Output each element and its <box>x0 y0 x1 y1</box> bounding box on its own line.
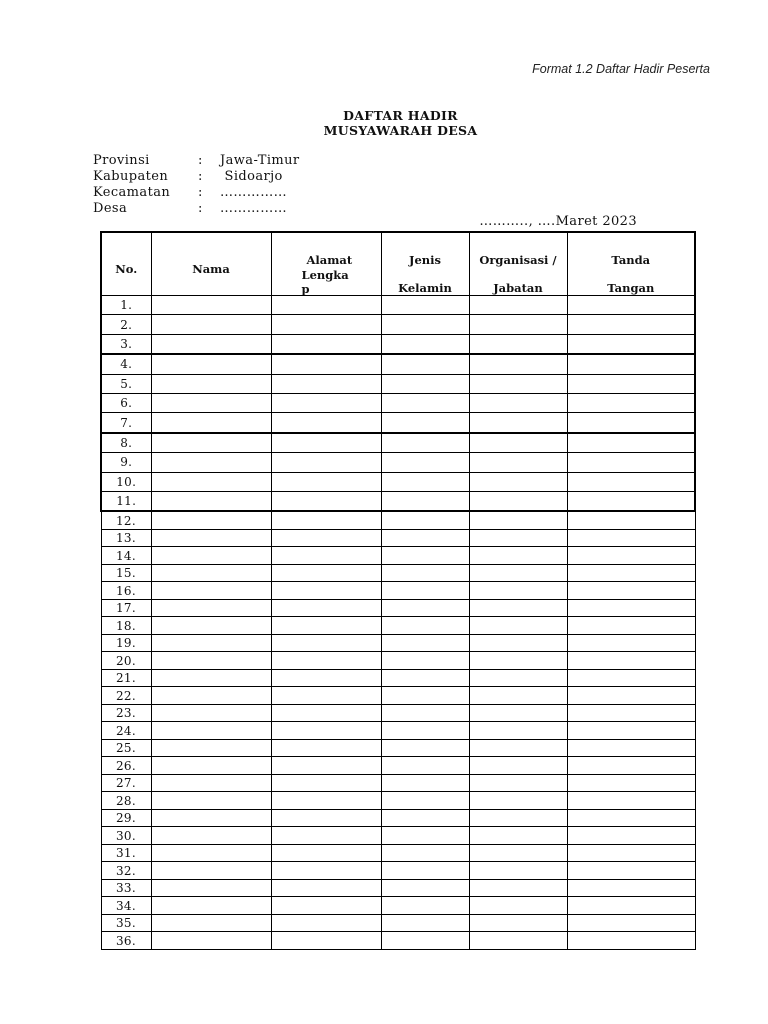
organisasi-jabatan-cell <box>469 472 567 491</box>
table-row <box>101 739 695 757</box>
alamat-cell <box>271 879 381 897</box>
info-colon: : <box>198 169 203 184</box>
organisasi-jabatan-cell <box>469 722 567 740</box>
jenis-kelamin-cell <box>381 564 469 582</box>
table-row <box>101 722 695 740</box>
alamat-cell <box>271 739 381 757</box>
document-title <box>0 108 768 138</box>
tanda-tangan-cell <box>567 547 695 565</box>
jenis-kelamin-cell <box>381 599 469 617</box>
alamat-cell <box>271 511 381 529</box>
organisasi-jabatan-cell <box>469 792 567 810</box>
table-row <box>101 897 695 915</box>
jenis-kelamin-cell <box>381 652 469 670</box>
header-organisasi-jabatan <box>469 232 567 296</box>
organisasi-jabatan-cell <box>469 296 567 315</box>
nama-cell <box>151 354 271 374</box>
header-tanda-tangan <box>567 232 695 296</box>
header-org-line-2: Jabatan <box>493 281 543 295</box>
nama-cell <box>151 433 271 453</box>
jenis-kelamin-cell <box>381 354 469 374</box>
jenis-kelamin-cell <box>381 774 469 792</box>
table-row <box>101 914 695 932</box>
row-number: 21. <box>101 669 151 687</box>
jenis-kelamin-cell <box>381 879 469 897</box>
nama-cell <box>151 862 271 880</box>
organisasi-jabatan-cell <box>469 393 567 412</box>
nama-cell <box>151 315 271 334</box>
organisasi-jabatan-cell <box>469 564 567 582</box>
alamat-cell <box>271 634 381 652</box>
organisasi-jabatan-cell <box>469 547 567 565</box>
organisasi-jabatan-cell <box>469 413 567 433</box>
alamat-cell <box>271 374 381 393</box>
info-row-kecamatan <box>93 185 300 201</box>
tanda-tangan-cell <box>567 617 695 635</box>
organisasi-jabatan-cell <box>469 529 567 547</box>
info-row-kabupaten <box>93 169 300 185</box>
organisasi-jabatan-cell <box>469 774 567 792</box>
table-row <box>101 453 695 472</box>
jenis-kelamin-cell <box>381 687 469 705</box>
jenis-kelamin-cell <box>381 491 469 511</box>
organisasi-jabatan-cell <box>469 334 567 354</box>
attendance-table <box>100 231 696 950</box>
jenis-kelamin-cell <box>381 472 469 491</box>
jenis-kelamin-cell <box>381 914 469 932</box>
tanda-tangan-cell <box>567 511 695 529</box>
alamat-cell <box>271 472 381 491</box>
organisasi-jabatan-cell <box>469 453 567 472</box>
table-row <box>101 354 695 374</box>
nama-cell <box>151 617 271 635</box>
table-row <box>101 809 695 827</box>
table-row <box>101 757 695 775</box>
jenis-kelamin-cell <box>381 862 469 880</box>
jenis-kelamin-cell <box>381 433 469 453</box>
nama-cell <box>151 393 271 412</box>
nama-cell <box>151 564 271 582</box>
organisasi-jabatan-cell <box>469 879 567 897</box>
header-no <box>101 232 151 296</box>
row-number: 36. <box>101 932 151 950</box>
organisasi-jabatan-cell <box>469 511 567 529</box>
organisasi-jabatan-cell <box>469 687 567 705</box>
alamat-cell <box>271 687 381 705</box>
row-number: 12. <box>101 511 151 529</box>
header-jenis-kelamin <box>381 232 469 296</box>
info-block <box>93 153 300 217</box>
table-row <box>101 704 695 722</box>
alamat-cell <box>271 757 381 775</box>
tanda-tangan-cell <box>567 296 695 315</box>
organisasi-jabatan-cell <box>469 634 567 652</box>
nama-cell <box>151 491 271 511</box>
row-number: 35. <box>101 914 151 932</box>
nama-cell <box>151 774 271 792</box>
nama-cell <box>151 914 271 932</box>
nama-cell <box>151 757 271 775</box>
table-row <box>101 844 695 862</box>
nama-cell <box>151 792 271 810</box>
table-body <box>101 296 695 950</box>
jenis-kelamin-cell <box>381 704 469 722</box>
nama-cell <box>151 652 271 670</box>
alamat-cell <box>271 334 381 354</box>
header-nama-label: Nama <box>192 262 230 276</box>
row-number: 9. <box>101 453 151 472</box>
tanda-tangan-cell <box>567 739 695 757</box>
tanda-tangan-cell <box>567 862 695 880</box>
info-value: Jawa-Timur <box>220 153 300 168</box>
jenis-kelamin-cell <box>381 757 469 775</box>
organisasi-jabatan-cell <box>469 739 567 757</box>
tanda-tangan-cell <box>567 433 695 453</box>
table-row <box>101 879 695 897</box>
jenis-kelamin-cell <box>381 453 469 472</box>
organisasi-jabatan-cell <box>469 582 567 600</box>
table-row <box>101 669 695 687</box>
jenis-kelamin-cell <box>381 296 469 315</box>
table-row <box>101 296 695 315</box>
tanda-tangan-cell <box>567 334 695 354</box>
table-row <box>101 599 695 617</box>
info-value: …………… <box>220 185 287 200</box>
table-row <box>101 582 695 600</box>
table-row <box>101 393 695 412</box>
tanda-tangan-cell <box>567 809 695 827</box>
info-label: Kabupaten <box>93 169 169 184</box>
alamat-cell <box>271 704 381 722</box>
row-number: 25. <box>101 739 151 757</box>
nama-cell <box>151 582 271 600</box>
tanda-tangan-cell <box>567 315 695 334</box>
nama-cell <box>151 472 271 491</box>
alamat-cell <box>271 433 381 453</box>
tanda-tangan-cell <box>567 599 695 617</box>
table-row <box>101 511 695 529</box>
row-number: 31. <box>101 844 151 862</box>
nama-cell <box>151 897 271 915</box>
nama-cell <box>151 827 271 845</box>
nama-cell <box>151 634 271 652</box>
row-number: 5. <box>101 374 151 393</box>
row-number: 30. <box>101 827 151 845</box>
info-colon: : <box>198 153 203 168</box>
alamat-cell <box>271 529 381 547</box>
organisasi-jabatan-cell <box>469 809 567 827</box>
info-colon: : <box>198 185 203 200</box>
tanda-tangan-cell <box>567 914 695 932</box>
row-number: 8. <box>101 433 151 453</box>
nama-cell <box>151 296 271 315</box>
nama-cell <box>151 704 271 722</box>
jenis-kelamin-cell <box>381 634 469 652</box>
row-number: 6. <box>101 393 151 412</box>
nama-cell <box>151 722 271 740</box>
tanda-tangan-cell <box>567 897 695 915</box>
header-alamat-line-3: p <box>301 282 310 296</box>
organisasi-jabatan-cell <box>469 652 567 670</box>
nama-cell <box>151 669 271 687</box>
jenis-kelamin-cell <box>381 529 469 547</box>
table-row <box>101 529 695 547</box>
tanda-tangan-cell <box>567 722 695 740</box>
table-row <box>101 334 695 354</box>
tanda-tangan-cell <box>567 413 695 433</box>
tanda-tangan-cell <box>567 529 695 547</box>
row-number: 2. <box>101 315 151 334</box>
tanda-tangan-cell <box>567 393 695 412</box>
row-number: 24. <box>101 722 151 740</box>
title-line-1: DAFTAR HADIR <box>343 108 458 123</box>
table-row <box>101 491 695 511</box>
header-tanda-line-2: Tangan <box>607 281 655 295</box>
tanda-tangan-cell <box>567 564 695 582</box>
tanda-tangan-cell <box>567 354 695 374</box>
table-row <box>101 687 695 705</box>
jenis-kelamin-cell <box>381 792 469 810</box>
alamat-cell <box>271 897 381 915</box>
header-jenis-line-1: Jenis <box>409 253 441 267</box>
nama-cell <box>151 453 271 472</box>
alamat-cell <box>271 354 381 374</box>
table-row <box>101 862 695 880</box>
alamat-cell <box>271 547 381 565</box>
organisasi-jabatan-cell <box>469 932 567 950</box>
organisasi-jabatan-cell <box>469 617 567 635</box>
jenis-kelamin-cell <box>381 844 469 862</box>
organisasi-jabatan-cell <box>469 827 567 845</box>
nama-cell <box>151 529 271 547</box>
alamat-cell <box>271 792 381 810</box>
row-number: 19. <box>101 634 151 652</box>
alamat-cell <box>271 393 381 412</box>
jenis-kelamin-cell <box>381 374 469 393</box>
info-row-desa <box>93 201 300 217</box>
table-header-row <box>101 232 695 296</box>
info-label: Provinsi <box>93 153 150 168</box>
row-number: 20. <box>101 652 151 670</box>
nama-cell <box>151 334 271 354</box>
nama-cell <box>151 599 271 617</box>
table-row <box>101 547 695 565</box>
alamat-cell <box>271 669 381 687</box>
tanda-tangan-cell <box>567 932 695 950</box>
header-jenis-line-2: Kelamin <box>398 281 452 295</box>
jenis-kelamin-cell <box>381 617 469 635</box>
row-number: 4. <box>101 354 151 374</box>
jenis-kelamin-cell <box>381 897 469 915</box>
organisasi-jabatan-cell <box>469 669 567 687</box>
table-row <box>101 413 695 433</box>
table-row <box>101 315 695 334</box>
row-number: 33. <box>101 879 151 897</box>
table-row <box>101 374 695 393</box>
organisasi-jabatan-cell <box>469 914 567 932</box>
table-row <box>101 652 695 670</box>
table-row <box>101 792 695 810</box>
row-number: 15. <box>101 564 151 582</box>
nama-cell <box>151 413 271 433</box>
nama-cell <box>151 932 271 950</box>
table-row <box>101 433 695 453</box>
organisasi-jabatan-cell <box>469 599 567 617</box>
row-number: 17. <box>101 599 151 617</box>
alamat-cell <box>271 564 381 582</box>
jenis-kelamin-cell <box>381 547 469 565</box>
row-number: 18. <box>101 617 151 635</box>
tanda-tangan-cell <box>567 634 695 652</box>
info-value: …………… <box>220 201 287 216</box>
alamat-cell <box>271 652 381 670</box>
nama-cell <box>151 511 271 529</box>
alamat-cell <box>271 774 381 792</box>
header-org-line-1: Organisasi / <box>479 253 557 267</box>
table-row <box>101 634 695 652</box>
row-number: 32. <box>101 862 151 880</box>
organisasi-jabatan-cell <box>469 374 567 393</box>
row-number: 10. <box>101 472 151 491</box>
organisasi-jabatan-cell <box>469 704 567 722</box>
nama-cell <box>151 879 271 897</box>
row-number: 16. <box>101 582 151 600</box>
alamat-cell <box>271 491 381 511</box>
row-number: 28. <box>101 792 151 810</box>
jenis-kelamin-cell <box>381 932 469 950</box>
date-line: ……….., ….Maret 2023 <box>479 214 637 229</box>
jenis-kelamin-cell <box>381 511 469 529</box>
jenis-kelamin-cell <box>381 315 469 334</box>
jenis-kelamin-cell <box>381 582 469 600</box>
info-label: Desa <box>93 201 128 216</box>
nama-cell <box>151 809 271 827</box>
tanda-tangan-cell <box>567 687 695 705</box>
header-no-label: No. <box>115 262 138 276</box>
row-number: 22. <box>101 687 151 705</box>
row-number: 27. <box>101 774 151 792</box>
organisasi-jabatan-cell <box>469 433 567 453</box>
alamat-cell <box>271 582 381 600</box>
header-tanda-line-1: Tanda <box>611 253 651 267</box>
info-colon: : <box>198 201 203 216</box>
organisasi-jabatan-cell <box>469 897 567 915</box>
info-label: Kecamatan <box>93 185 171 200</box>
row-number: 11. <box>101 491 151 511</box>
tanda-tangan-cell <box>567 453 695 472</box>
organisasi-jabatan-cell <box>469 862 567 880</box>
tanda-tangan-cell <box>567 582 695 600</box>
table-row <box>101 564 695 582</box>
header-alamat <box>271 232 381 296</box>
row-number: 14. <box>101 547 151 565</box>
jenis-kelamin-cell <box>381 827 469 845</box>
row-number: 3. <box>101 334 151 354</box>
jenis-kelamin-cell <box>381 334 469 354</box>
jenis-kelamin-cell <box>381 393 469 412</box>
alamat-cell <box>271 617 381 635</box>
alamat-cell <box>271 827 381 845</box>
jenis-kelamin-cell <box>381 413 469 433</box>
tanda-tangan-cell <box>567 704 695 722</box>
alamat-cell <box>271 862 381 880</box>
nama-cell <box>151 844 271 862</box>
format-note: Format 1.2 Daftar Hadir Peserta <box>532 62 710 76</box>
table-row <box>101 774 695 792</box>
jenis-kelamin-cell <box>381 809 469 827</box>
alamat-cell <box>271 809 381 827</box>
organisasi-jabatan-cell <box>469 354 567 374</box>
tanda-tangan-cell <box>567 491 695 511</box>
alamat-cell <box>271 315 381 334</box>
title-line-2: MUSYAWARAH DESA <box>323 123 478 138</box>
organisasi-jabatan-cell <box>469 491 567 511</box>
table-row <box>101 472 695 491</box>
tanda-tangan-cell <box>567 879 695 897</box>
tanda-tangan-cell <box>567 374 695 393</box>
tanda-tangan-cell <box>567 792 695 810</box>
nama-cell <box>151 547 271 565</box>
jenis-kelamin-cell <box>381 669 469 687</box>
alamat-cell <box>271 599 381 617</box>
header-alamat-line-1: Alamat <box>306 253 353 267</box>
alamat-cell <box>271 453 381 472</box>
tanda-tangan-cell <box>567 774 695 792</box>
jenis-kelamin-cell <box>381 722 469 740</box>
row-number: 29. <box>101 809 151 827</box>
row-number: 26. <box>101 757 151 775</box>
alamat-cell <box>271 296 381 315</box>
organisasi-jabatan-cell <box>469 844 567 862</box>
table-row <box>101 932 695 950</box>
header-alamat-line-2: Lengka <box>301 267 349 282</box>
organisasi-jabatan-cell <box>469 757 567 775</box>
nama-cell <box>151 687 271 705</box>
row-number: 1. <box>101 296 151 315</box>
tanda-tangan-cell <box>567 827 695 845</box>
table-row <box>101 827 695 845</box>
row-number: 23. <box>101 704 151 722</box>
nama-cell <box>151 374 271 393</box>
info-row-provinsi <box>93 153 300 169</box>
tanda-tangan-cell <box>567 652 695 670</box>
header-nama <box>151 232 271 296</box>
row-number: 34. <box>101 897 151 915</box>
alamat-cell <box>271 722 381 740</box>
nama-cell <box>151 739 271 757</box>
alamat-cell <box>271 932 381 950</box>
tanda-tangan-cell <box>567 472 695 491</box>
jenis-kelamin-cell <box>381 739 469 757</box>
row-number: 13. <box>101 529 151 547</box>
organisasi-jabatan-cell <box>469 315 567 334</box>
tanda-tangan-cell <box>567 669 695 687</box>
table-row <box>101 617 695 635</box>
alamat-cell <box>271 844 381 862</box>
info-value: Sidoarjo <box>220 169 283 184</box>
tanda-tangan-cell <box>567 844 695 862</box>
tanda-tangan-cell <box>567 757 695 775</box>
alamat-cell <box>271 914 381 932</box>
row-number: 7. <box>101 413 151 433</box>
alamat-cell <box>271 413 381 433</box>
